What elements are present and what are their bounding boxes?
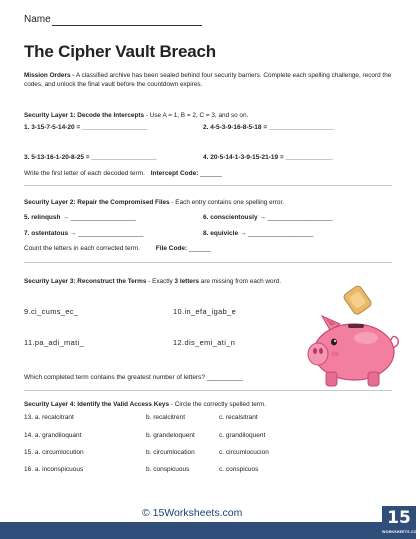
answer-blank[interactable]: → __________________ — [62, 214, 136, 221]
layer4-title: Security Layer 4: Identify the Valid Access Keys — [24, 401, 170, 408]
file-code-label: File Code: — [155, 245, 188, 252]
layer1-item-3: 3. 5-13-16-1-20-8-25 = __________________ — [24, 154, 157, 161]
brand-logo — [382, 506, 420, 539]
mission-label: Mission Orders - — [24, 72, 75, 79]
layer3-instruction-end: are missing from each word. — [199, 278, 282, 285]
item-number: 6. — [203, 214, 209, 221]
layer3-item-9: 9.ci_cums_ec_ — [24, 307, 79, 316]
choice-15a[interactable]: 15. a. circumlocution — [24, 449, 84, 456]
layer1-item-4: 4. 20-5-14-1-3-9-15-21-19 = _____________ — [203, 154, 333, 161]
answer-blank[interactable]: → __________________ — [239, 230, 314, 237]
layer3-heading — [24, 277, 394, 286]
choice-14c[interactable]: c. grandiloquent — [219, 432, 266, 439]
page-title: The Cipher Vault Breach — [24, 42, 216, 61]
layer3-instruction: - Exactly — [146, 278, 175, 285]
answer-blank[interactable]: → __________________ — [259, 214, 333, 221]
layer3-item-10: 10.in_efa_igab_e — [173, 307, 237, 316]
mission-text: A classified archive has been sealed behind four security barriers. Complete each spelling challenge, record the codes, and unlock the final vault before the countdown expires. — [24, 72, 392, 89]
misspelled-word: equivicle — [210, 230, 239, 237]
choice-16c[interactable]: c. conspicuos — [219, 466, 259, 473]
choice-13a[interactable]: 13. a. recalcitrant — [24, 414, 74, 421]
layer2-item-7 — [24, 230, 143, 237]
choice-15c[interactable]: c. circumlocucion — [219, 449, 269, 456]
layer3-item-11: 11.pa_adi_mati_ — [24, 338, 85, 347]
answer-blank[interactable]: → __________________ — [69, 230, 144, 237]
misspelled-word: relinqush — [31, 214, 61, 221]
name-field[interactable] — [52, 25, 202, 26]
layer2-title: Security Layer 2: Repair the Compromised Files — [24, 199, 170, 206]
layer2-item-6 — [203, 214, 333, 221]
choice-13c[interactable]: c. recalsitrant — [219, 414, 258, 421]
layer1-item-2: 2. 4-5-3-9-16-8-5-18 = __________________ — [203, 124, 335, 131]
layer3-item-12: 12.dis_emi_ati_n — [173, 338, 236, 347]
layer1-item-1: 1. 3-15-7-5-14-20 = __________________ — [24, 124, 148, 131]
layer3-question-text: Which completed term contains the greatest number of letters? — [24, 374, 206, 381]
misspelled-word: ostentatous — [31, 230, 69, 237]
layer2-item-8 — [203, 230, 313, 237]
layer4-instruction: - Circle the correctly spelled term. — [169, 401, 266, 408]
misspelled-word: conscientously — [210, 214, 258, 221]
footer-bar — [0, 522, 382, 539]
layer1-footer — [24, 170, 222, 177]
choice-13b[interactable]: b. recalcitrent — [146, 414, 186, 421]
layer2-heading — [24, 198, 394, 207]
layer2-footer-text: Count the letters in each corrected term. — [24, 245, 140, 252]
choice-14a[interactable]: 14. a. grandiloquant — [24, 432, 82, 439]
site-credit[interactable]: © 15Worksheets.com — [142, 507, 243, 519]
layer1-heading — [24, 111, 394, 120]
choice-16a[interactable]: 16. a. inconspicuous — [24, 466, 84, 473]
file-code-blank[interactable]: ______ — [189, 245, 211, 252]
layer4-heading — [24, 400, 394, 409]
item-number: 7. — [24, 230, 30, 237]
item-number: 8. — [203, 230, 209, 237]
divider — [24, 185, 392, 186]
intercept-code-blank[interactable]: ______ — [200, 170, 222, 177]
layer2-footer — [24, 245, 211, 252]
mission-orders — [24, 71, 394, 90]
layer1-footer-text: Write the first letter of each decoded term. — [24, 170, 145, 177]
divider — [24, 262, 392, 263]
choice-14b[interactable]: b. grandeloquent — [146, 432, 195, 439]
choice-16b[interactable]: b. conspicuous — [146, 466, 190, 473]
piggy-bank-icon — [304, 290, 404, 392]
badge-number: 15 — [387, 508, 411, 528]
layer2-item-5 — [24, 214, 136, 221]
item-number: 5. — [24, 214, 30, 221]
layer3-title: Security Layer 3: Reconstruct the Terms — [24, 278, 147, 285]
layer2-instruction: - Each entry contains one spelling error. — [169, 199, 285, 206]
badge-caption: WORKSHEETS.COM — [382, 530, 420, 534]
layer1-title: Security Layer 1: Decode the Intercepts — [24, 112, 145, 119]
layer1-instruction: - Use A = 1, B = 2, C = 3 — [144, 112, 215, 119]
choice-15b[interactable]: b. circumlocation — [146, 449, 195, 456]
intercept-code-label: Intercept Code: — [150, 170, 199, 177]
name-label: Name — [24, 14, 51, 25]
layer3-question-blank[interactable]: __________ — [206, 374, 243, 381]
layer3-instruction-bold: 3 letters — [174, 278, 199, 285]
layer1-instruction-end: , and so on. — [214, 112, 249, 119]
layer3-question — [24, 374, 243, 381]
